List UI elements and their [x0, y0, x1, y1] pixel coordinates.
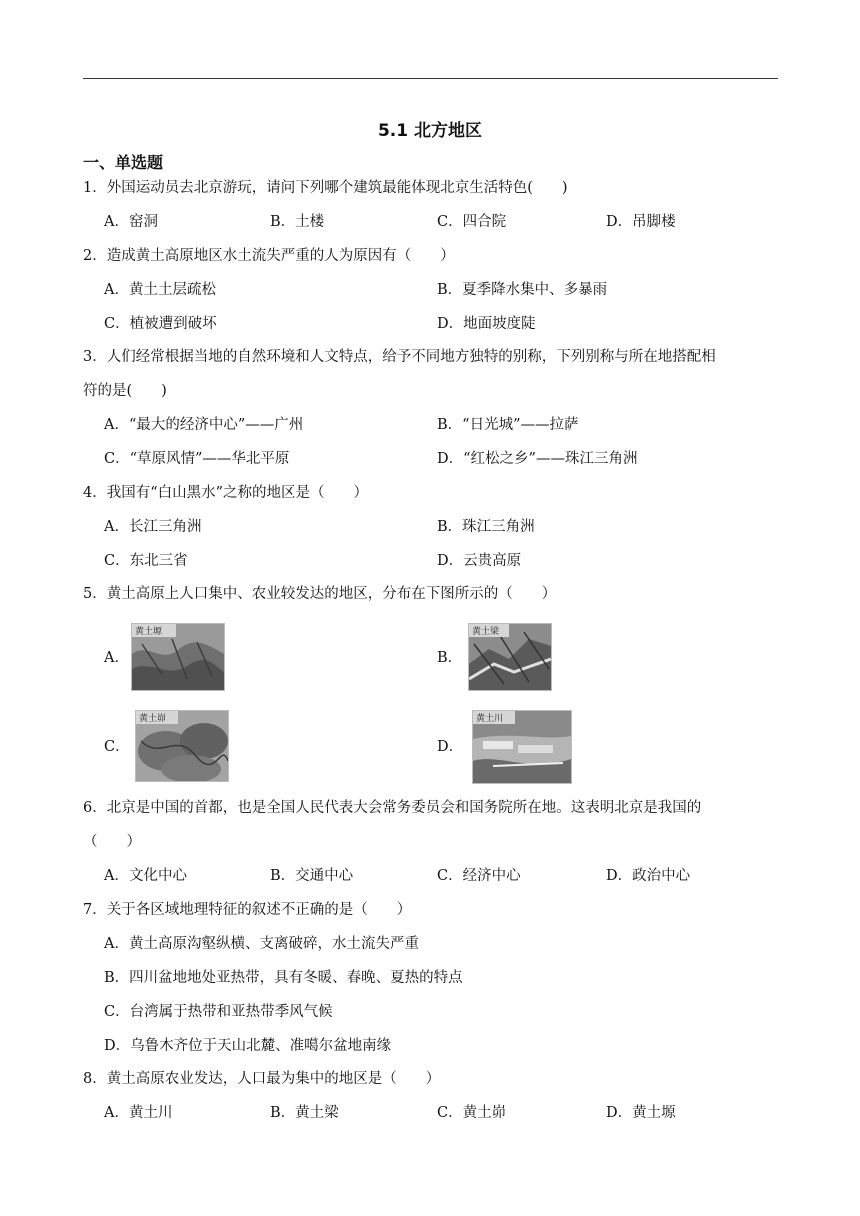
- q1-option-d[interactable]: D．吊脚楼: [606, 214, 676, 230]
- q6-option-d[interactable]: D．政治中心: [606, 868, 691, 884]
- q5-option-d[interactable]: D．: [437, 739, 464, 755]
- q4-option-d[interactable]: D．云贵高原: [437, 553, 522, 569]
- q1-option-b[interactable]: B．土楼: [270, 214, 325, 230]
- q5-image-b[interactable]: [468, 623, 552, 691]
- q3-option-b[interactable]: B．“日光城”——拉萨: [437, 417, 579, 433]
- question-6-stem: 6．北京是中国的首都，也是全国人民代表大会常务委员会和国务院所在地。这表明北京是我国的: [83, 800, 702, 816]
- question-6-stem-cont: （ ）: [83, 834, 141, 850]
- q1-option-a[interactable]: A．窑洞: [104, 214, 158, 230]
- q2-option-a[interactable]: A．黄土土层疏松: [104, 282, 216, 298]
- question-7-stem: 7．关于各区域地理特征的叙述不正确的是（ ）: [83, 902, 412, 918]
- q8-option-c[interactable]: C．黄土峁: [437, 1105, 507, 1121]
- q8-option-b[interactable]: B．黄土梁: [270, 1105, 339, 1121]
- q1-option-c[interactable]: C．四合院: [437, 214, 507, 230]
- header-rule: [83, 78, 778, 79]
- q8-option-a[interactable]: A．黄土川: [104, 1105, 173, 1121]
- question-8-stem: 8．黄土高原农业发达，人口最为集中的地区是（ ）: [83, 1071, 441, 1087]
- q5-option-b[interactable]: B．: [437, 650, 463, 666]
- q4-option-a[interactable]: A．长江三角洲: [104, 519, 202, 535]
- question-2-stem: 2．造成黄土高原地区水土流失严重的人为原因有（ ）: [83, 248, 455, 264]
- section-heading: 一、单选题: [83, 153, 164, 172]
- question-3-stem: 3．人们经常根据当地的自然环境和人文特点，给予不同地方独特的别称，下列别称与所在地搭配相: [83, 349, 716, 365]
- q2-option-c[interactable]: C．植被遭到破坏: [104, 316, 217, 332]
- q6-option-b[interactable]: B．交通中心: [270, 868, 354, 884]
- page-title: 5.1 北方地区: [377, 121, 483, 141]
- q3-option-c[interactable]: C．“草原风情”——华北平原: [104, 451, 290, 467]
- q2-option-d[interactable]: D．地面坡度陡: [437, 316, 536, 332]
- q2-option-b[interactable]: B．夏季降水集中、多暴雨: [437, 282, 608, 298]
- q5-image-c[interactable]: [135, 710, 229, 782]
- q6-option-a[interactable]: A．文化中心: [104, 868, 187, 884]
- question-1-stem: 1．外国运动员去北京游玩，请问下列哪个建筑最能体现北京生活特色( ): [83, 180, 568, 196]
- q5-image-d-label: 黄土川: [476, 714, 504, 724]
- q3-option-a[interactable]: A．“最大的经济中心”——广州: [104, 417, 304, 433]
- q4-option-c[interactable]: C．东北三省: [104, 553, 188, 569]
- q3-option-d[interactable]: D．“红松之乡”——珠江三角洲: [437, 451, 638, 467]
- q5-image-c-label: 黄土峁: [139, 714, 167, 724]
- q6-option-c[interactable]: C．经济中心: [437, 868, 521, 884]
- q8-option-d[interactable]: D．黄土塬: [606, 1105, 676, 1121]
- question-5-stem: 5．黄土高原上人口集中、农业较发达的地区，分布在下图所示的（ ）: [83, 586, 557, 602]
- q7-option-b[interactable]: B．四川盆地地处亚热带，具有冬暖、春晚、夏热的特点: [104, 970, 463, 986]
- q5-image-a[interactable]: [131, 623, 225, 691]
- question-3-stem-cont: 符的是( ): [83, 383, 167, 399]
- q5-image-a-label: 黄土塬: [135, 627, 163, 637]
- question-4-stem: 4．我国有“白山黑水”之称的地区是（ ）: [83, 485, 369, 501]
- q7-option-a[interactable]: A．黄土高原沟壑纵横、支离破碎，水土流失严重: [104, 936, 419, 952]
- q7-option-c[interactable]: C．台湾属于热带和亚热带季风气候: [104, 1004, 333, 1020]
- q7-option-d[interactable]: D．乌鲁木齐位于天山北麓、准噶尔盆地南缘: [104, 1038, 392, 1054]
- q4-option-b[interactable]: B．珠江三角洲: [437, 519, 535, 535]
- q5-image-d[interactable]: [472, 710, 572, 784]
- q5-option-a[interactable]: A．: [104, 650, 129, 666]
- q5-image-b-label: 黄土梁: [472, 627, 500, 637]
- q5-option-c[interactable]: C．: [104, 739, 130, 755]
